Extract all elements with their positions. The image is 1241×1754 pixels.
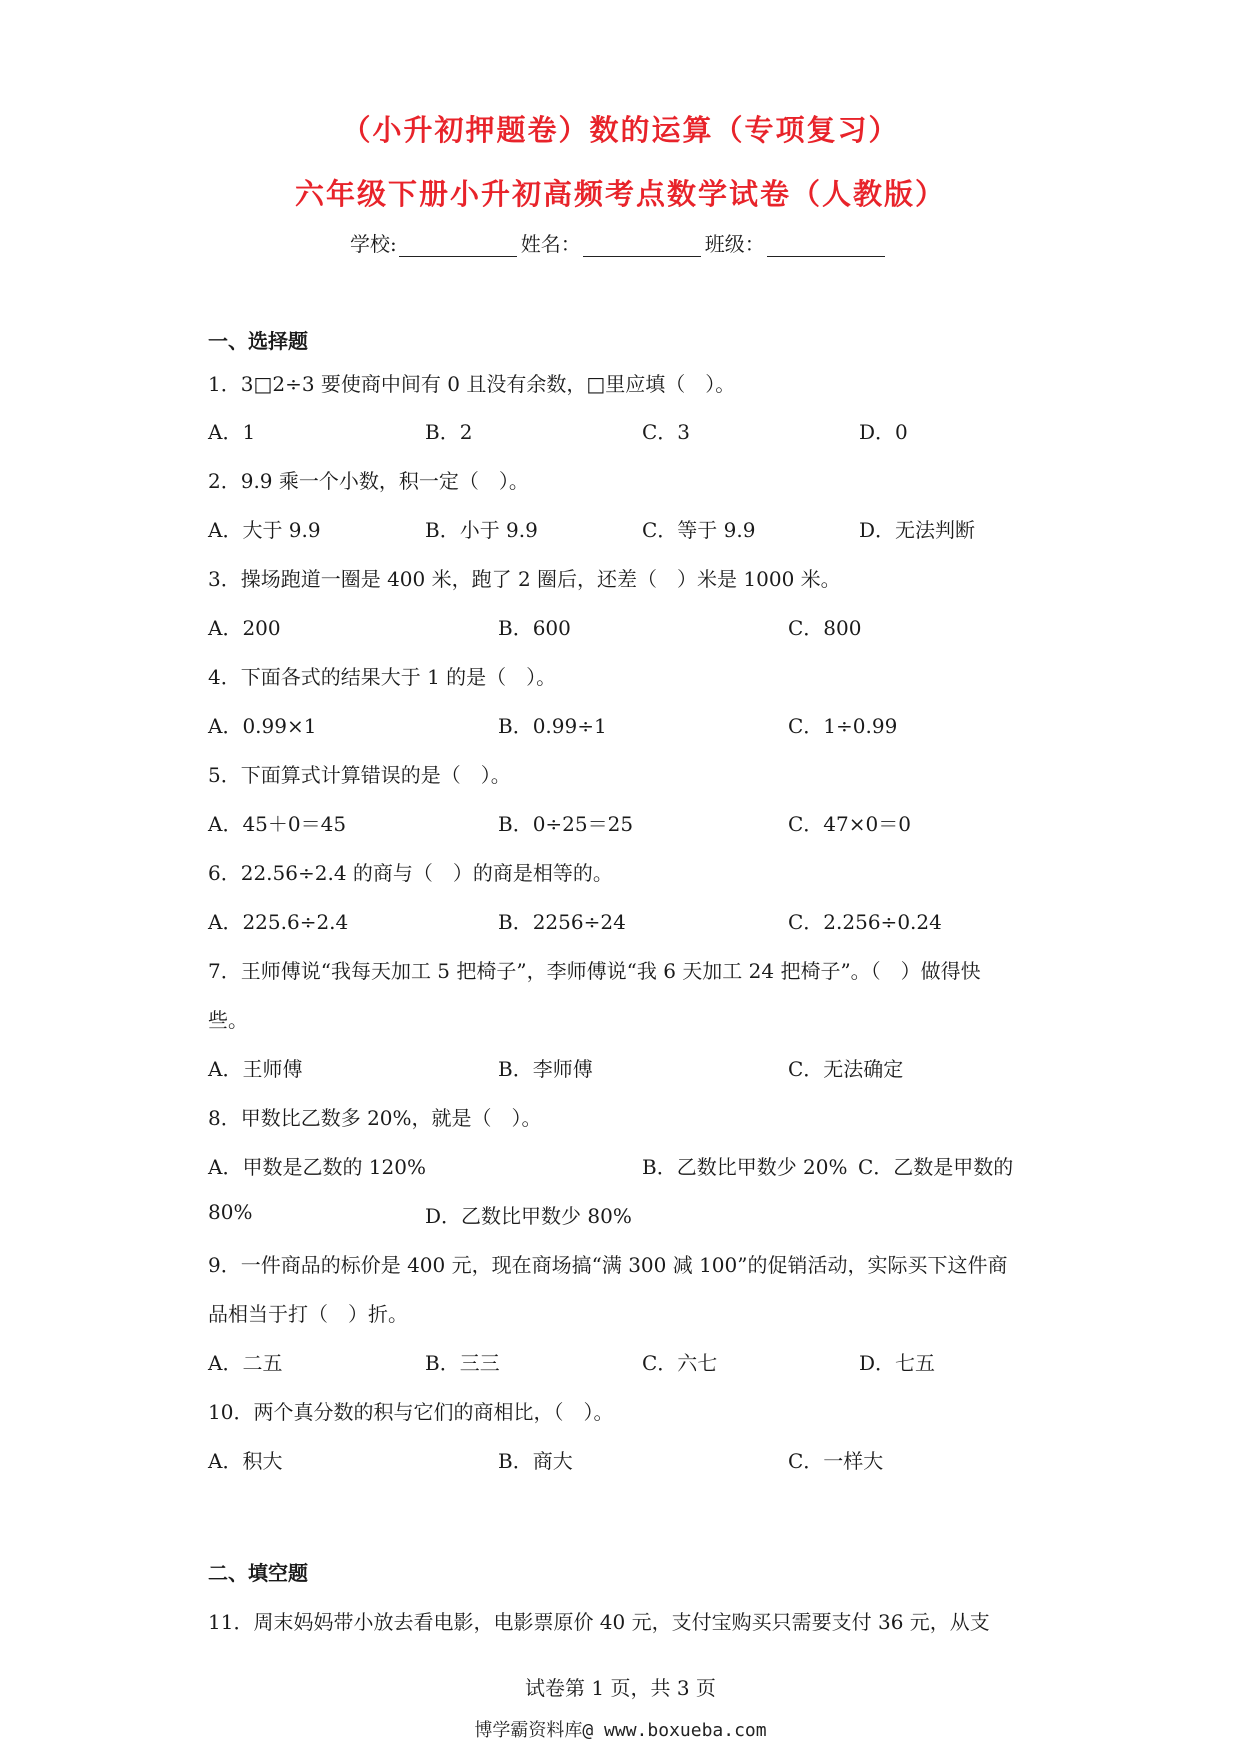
section-choice-title: 一、选择题 bbox=[208, 329, 308, 353]
option-b: B．0÷25＝25 bbox=[498, 812, 634, 836]
exam-title-line1: （小升初押题卷）数的运算（专项复习） bbox=[341, 113, 900, 147]
question-11: 11．周末妈妈带小放去看电影，电影票原价 40 元，支付宝购买只需要支付 36 元，从支 bbox=[208, 1610, 990, 1634]
option-b: B．李师傅 bbox=[498, 1057, 593, 1081]
option-b: B．2256÷24 bbox=[498, 910, 626, 934]
question-4: 4．下面各式的结果大于 1 的是（ ）。 bbox=[208, 665, 557, 689]
section-fill-title: 二、填空题 bbox=[208, 1561, 308, 1585]
option-a: A．0.99×1 bbox=[208, 714, 317, 738]
option-c: C．乙数是甲数的 bbox=[858, 1155, 1014, 1179]
question-10: 10．两个真分数的积与它们的商相比，（ ）。 bbox=[208, 1400, 614, 1424]
question-10-options bbox=[208, 1445, 1048, 1471]
question-7-options bbox=[208, 1053, 1048, 1079]
option-a: A．王师傅 bbox=[208, 1057, 303, 1081]
question-3-options bbox=[208, 612, 1048, 638]
option-a: A．1 bbox=[208, 420, 256, 444]
option-b: B．小于 9.9 bbox=[425, 518, 538, 542]
option-d: D．乙数比甲数少 80% bbox=[425, 1204, 632, 1228]
option-c: C．2.256÷0.24 bbox=[788, 910, 942, 934]
option-d: D．无法判断 bbox=[859, 518, 976, 542]
option-a: A．45＋0＝45 bbox=[208, 812, 347, 836]
option-a: A．甲数是乙数的 120% bbox=[208, 1155, 426, 1179]
question-9-options bbox=[208, 1347, 1048, 1373]
question-3: 3．操场跑道一圈是 400 米，跑了 2 圈后，还差（ ）米是 1000 米。 bbox=[208, 567, 841, 591]
option-c: C．一样大 bbox=[788, 1449, 884, 1473]
exam-title-line2: 六年级下册小升初高频考点数学试卷（人教版） bbox=[294, 177, 946, 211]
option-c: C．无法确定 bbox=[788, 1057, 904, 1081]
option-b: B．三三 bbox=[425, 1351, 500, 1375]
option-c: C．3 bbox=[642, 420, 691, 444]
question-2-options bbox=[208, 514, 1048, 540]
question-7: 7．王师傅说“我每天加工 5 把椅子”，李师傅说“我 6 天加工 24 把椅子”。（ ）做得快 bbox=[208, 959, 981, 983]
question-8-options-continued bbox=[208, 1200, 1048, 1226]
option-c: C．800 bbox=[788, 616, 862, 640]
option-c-continued: 80% bbox=[208, 1200, 253, 1224]
question-5-options bbox=[208, 808, 1048, 834]
option-d: D．0 bbox=[859, 420, 908, 444]
school-label: 学校: bbox=[350, 232, 397, 256]
option-b: B．0.99÷1 bbox=[498, 714, 607, 738]
watermark-text: 博学霸资料库@ www.boxueba.com bbox=[474, 1720, 767, 1741]
option-c: C．47×0＝0 bbox=[788, 812, 911, 836]
option-a: A．二五 bbox=[208, 1351, 283, 1375]
option-d: D．七五 bbox=[859, 1351, 936, 1375]
question-9: 9．一件商品的标价是 400 元，现在商场搞“满 300 减 100”的促销活动，实际买下这件商 bbox=[208, 1253, 1008, 1277]
question-8-options bbox=[208, 1151, 1048, 1177]
question-2: 2．9.9 乘一个小数，积一定（ ）。 bbox=[208, 469, 529, 493]
option-b: B．2 bbox=[425, 420, 473, 444]
question-8: 8．甲数比乙数多 20%，就是（ ）。 bbox=[208, 1106, 542, 1130]
question-5: 5．下面算式计算错误的是（ ）。 bbox=[208, 763, 511, 787]
option-a: A．大于 9.9 bbox=[208, 518, 321, 542]
option-a: A．200 bbox=[208, 616, 281, 640]
option-a: A．225.6÷2.4 bbox=[208, 910, 349, 934]
page-footer: 试卷第 1 页，共 3 页 bbox=[525, 1676, 716, 1700]
class-blank[interactable] bbox=[767, 234, 885, 257]
question-1: 1．3□2÷3 要使商中间有 0 且没有余数，□里应填（ ）。 bbox=[208, 372, 736, 396]
question-4-options bbox=[208, 710, 1048, 736]
student-info-line bbox=[350, 228, 889, 257]
question-6-options bbox=[208, 906, 1048, 932]
option-b: B．乙数比甲数少 20% bbox=[642, 1155, 848, 1179]
option-a: A．积大 bbox=[208, 1449, 283, 1473]
option-c: C．六七 bbox=[642, 1351, 718, 1375]
question-9-continued: 品相当于打（ ）折。 bbox=[208, 1302, 408, 1326]
option-b: B．商大 bbox=[498, 1449, 573, 1473]
class-label: 班级： bbox=[704, 232, 765, 256]
option-b: B．600 bbox=[498, 616, 571, 640]
question-6: 6．22.56÷2.4 的商与（ ）的商是相等的。 bbox=[208, 861, 613, 885]
option-c: C．等于 9.9 bbox=[642, 518, 756, 542]
name-label: 姓名： bbox=[520, 232, 581, 256]
question-1-options bbox=[208, 416, 1048, 442]
question-7-continued: 些。 bbox=[208, 1008, 248, 1032]
option-c: C．1÷0.99 bbox=[788, 714, 898, 738]
name-blank[interactable] bbox=[583, 234, 701, 257]
school-blank[interactable] bbox=[399, 234, 517, 257]
